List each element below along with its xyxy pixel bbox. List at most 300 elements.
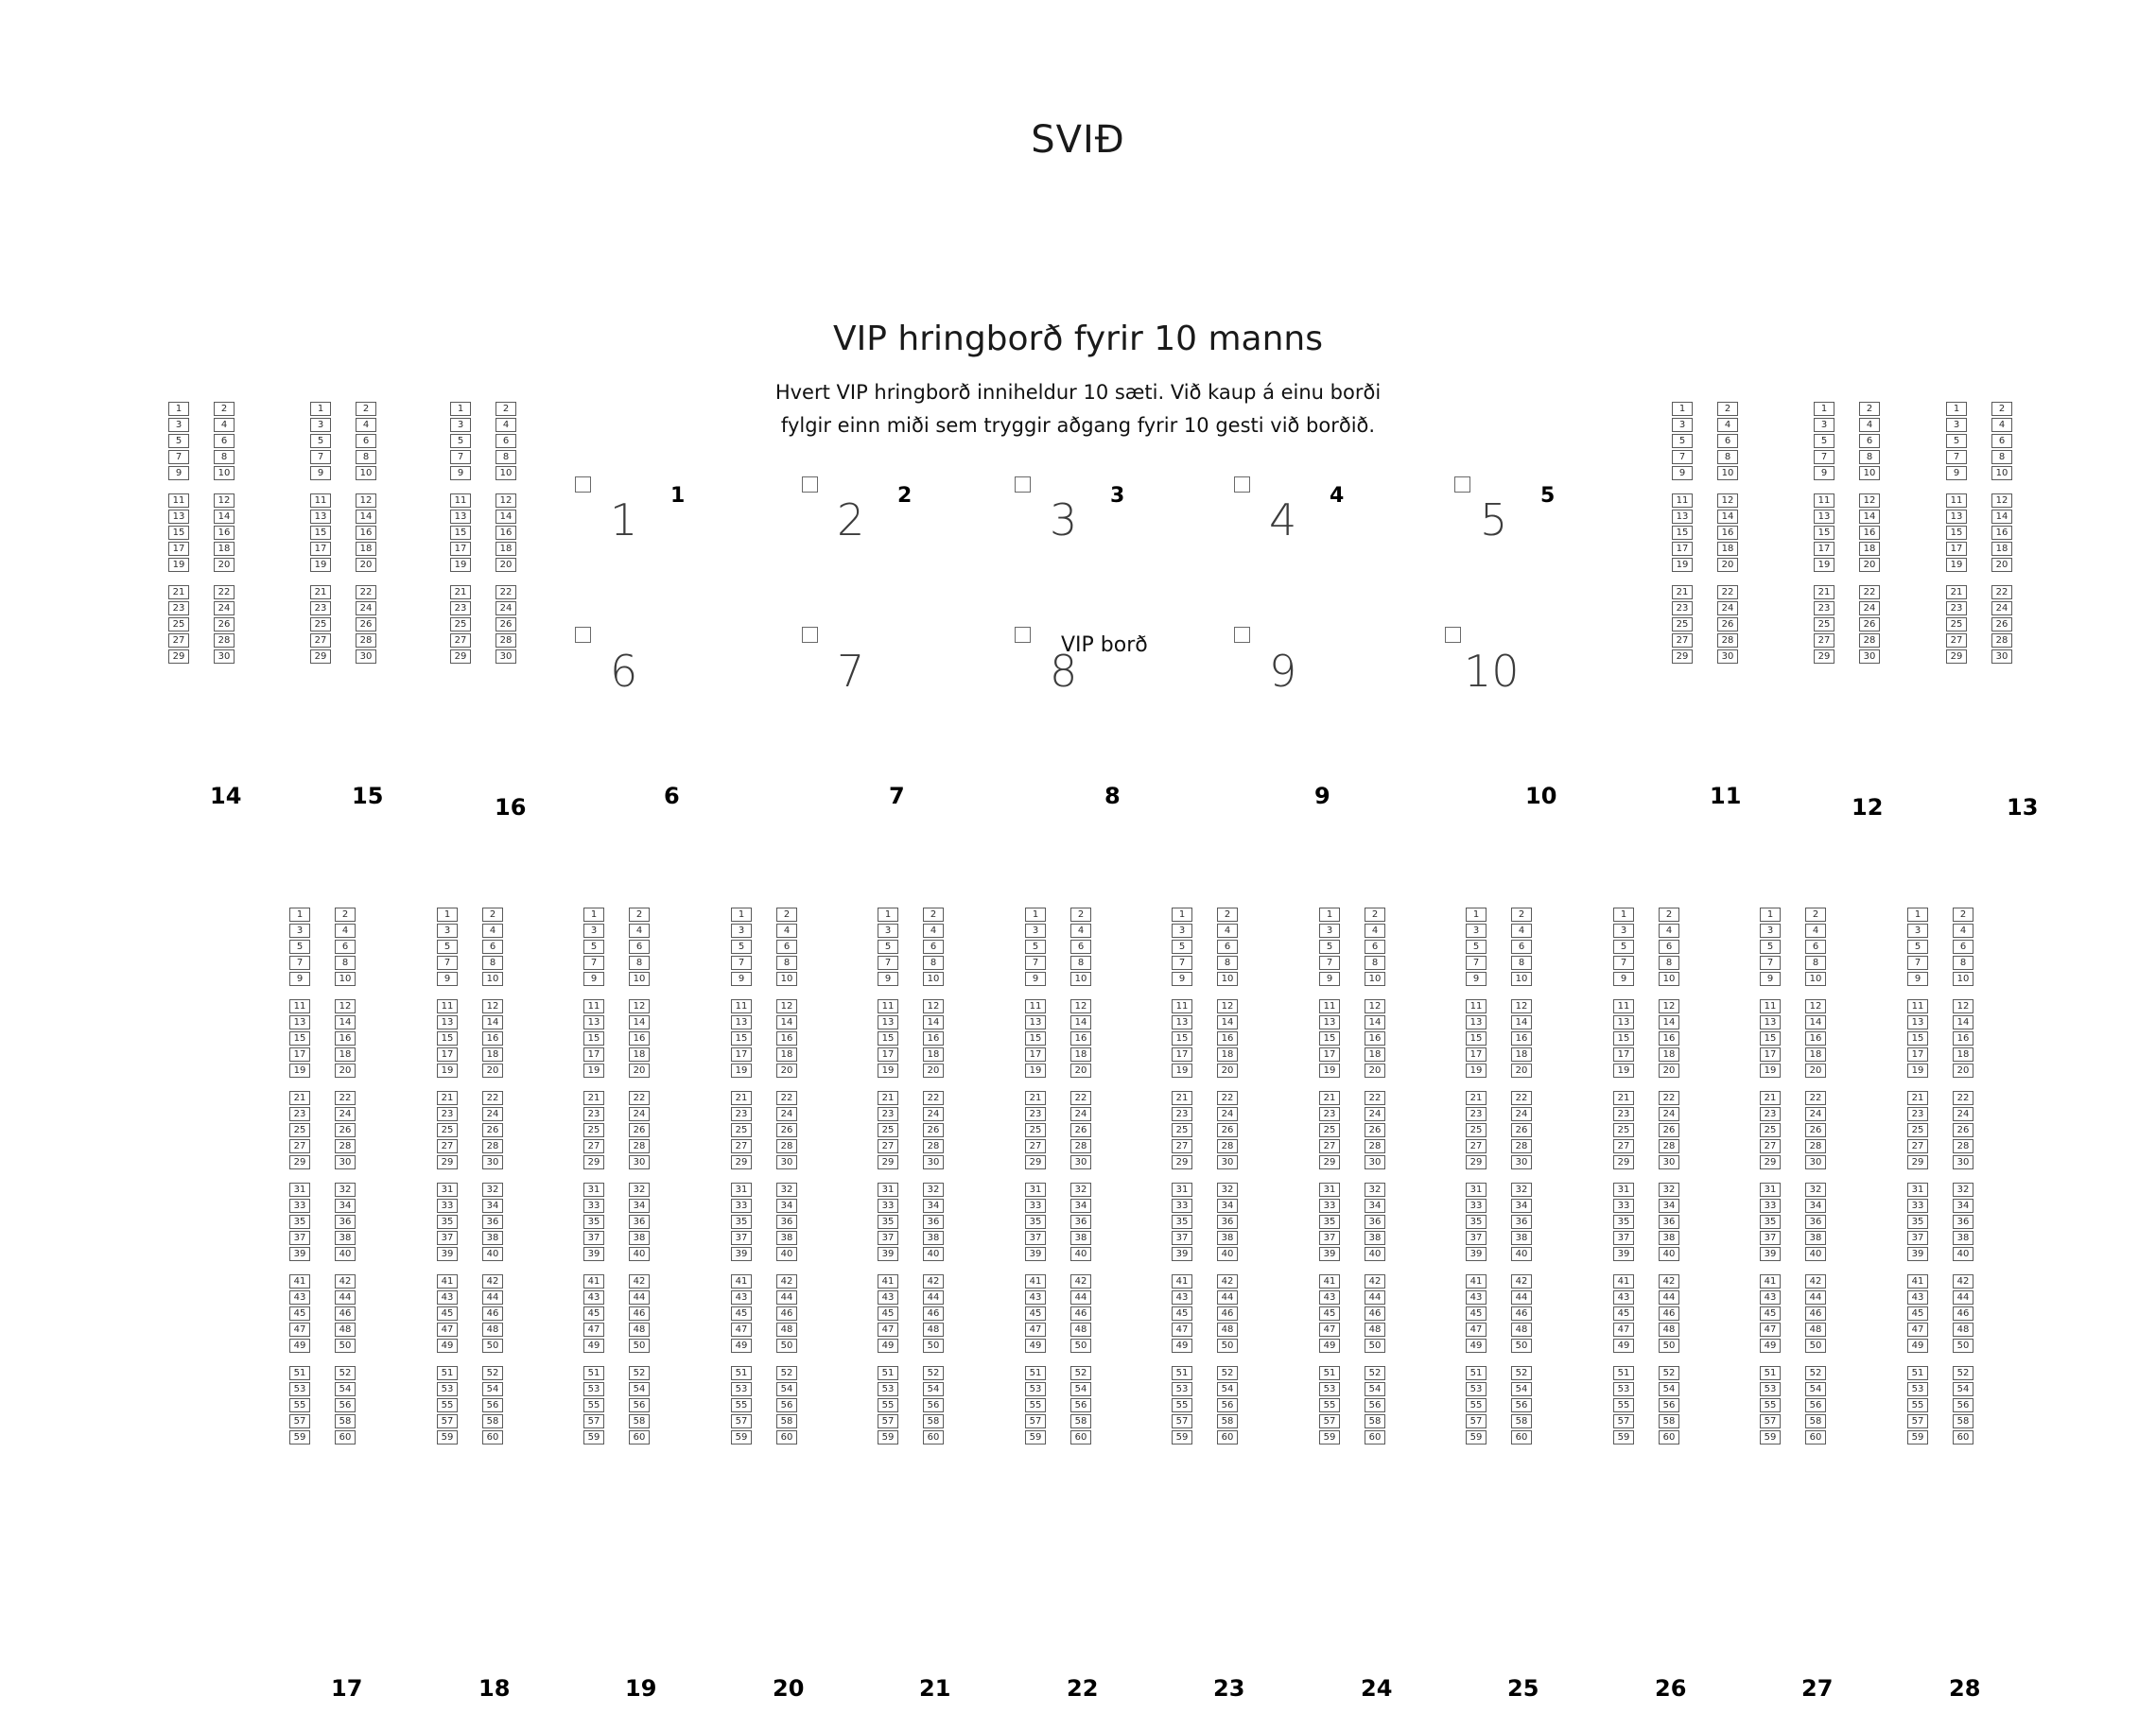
seat[interactable]: 42 bbox=[482, 1274, 503, 1289]
seat[interactable]: 9 bbox=[310, 466, 331, 480]
seat[interactable]: 14 bbox=[335, 1015, 356, 1029]
seat[interactable]: 3 bbox=[310, 418, 331, 432]
seat[interactable]: 8 bbox=[629, 956, 650, 970]
seat[interactable]: 28 bbox=[1365, 1139, 1385, 1153]
seat[interactable]: 7 bbox=[1466, 956, 1487, 970]
seat[interactable]: 59 bbox=[1025, 1430, 1046, 1445]
seat[interactable]: 28 bbox=[214, 633, 235, 648]
seat[interactable]: 60 bbox=[1805, 1430, 1826, 1445]
seat[interactable]: 5 bbox=[731, 940, 752, 954]
seat[interactable]: 38 bbox=[1659, 1231, 1679, 1245]
seat[interactable]: 15 bbox=[289, 1031, 310, 1046]
seat[interactable]: 25 bbox=[1672, 617, 1693, 631]
seat[interactable]: 14 bbox=[214, 510, 235, 524]
seat[interactable]: 26 bbox=[629, 1123, 650, 1137]
seat[interactable]: 21 bbox=[1319, 1091, 1340, 1105]
seat[interactable]: 21 bbox=[289, 1091, 310, 1105]
seat[interactable]: 19 bbox=[731, 1064, 752, 1078]
seat[interactable]: 51 bbox=[1319, 1366, 1340, 1380]
seat[interactable]: 56 bbox=[482, 1398, 503, 1412]
seat[interactable]: 44 bbox=[1217, 1290, 1238, 1305]
seat[interactable]: 19 bbox=[1319, 1064, 1340, 1078]
seat[interactable]: 41 bbox=[583, 1274, 604, 1289]
seat[interactable]: 33 bbox=[1466, 1199, 1487, 1213]
seat[interactable]: 29 bbox=[1672, 649, 1693, 664]
vip-table-marker-icon[interactable] bbox=[1234, 627, 1250, 643]
seat[interactable]: 25 bbox=[878, 1123, 898, 1137]
seat[interactable]: 34 bbox=[1365, 1199, 1385, 1213]
seat[interactable]: 43 bbox=[289, 1290, 310, 1305]
seat[interactable]: 44 bbox=[1070, 1290, 1091, 1305]
seat[interactable]: 7 bbox=[437, 956, 458, 970]
seat[interactable]: 6 bbox=[1859, 434, 1880, 448]
seat[interactable]: 34 bbox=[629, 1199, 650, 1213]
seat[interactable]: 25 bbox=[1025, 1123, 1046, 1137]
seat[interactable]: 12 bbox=[1070, 999, 1091, 1013]
seat[interactable]: 15 bbox=[1760, 1031, 1781, 1046]
seat[interactable]: 12 bbox=[1365, 999, 1385, 1013]
seat[interactable]: 24 bbox=[776, 1107, 797, 1121]
seat[interactable]: 36 bbox=[776, 1215, 797, 1229]
seat[interactable]: 4 bbox=[776, 924, 797, 938]
seat[interactable]: 5 bbox=[1814, 434, 1834, 448]
seat[interactable]: 44 bbox=[923, 1290, 944, 1305]
seat[interactable]: 13 bbox=[168, 510, 189, 524]
seat[interactable]: 8 bbox=[482, 956, 503, 970]
seat[interactable]: 15 bbox=[583, 1031, 604, 1046]
seat[interactable]: 9 bbox=[583, 972, 604, 986]
seat[interactable]: 28 bbox=[776, 1139, 797, 1153]
seat[interactable]: 24 bbox=[214, 601, 235, 615]
seat[interactable]: 5 bbox=[289, 940, 310, 954]
seat[interactable]: 23 bbox=[437, 1107, 458, 1121]
seat[interactable]: 49 bbox=[878, 1339, 898, 1353]
seat[interactable]: 6 bbox=[1805, 940, 1826, 954]
seat[interactable]: 45 bbox=[583, 1306, 604, 1321]
seat[interactable]: 45 bbox=[1172, 1306, 1192, 1321]
seat[interactable]: 45 bbox=[731, 1306, 752, 1321]
seat[interactable]: 3 bbox=[583, 924, 604, 938]
seat[interactable]: 30 bbox=[214, 649, 235, 664]
seat[interactable]: 1 bbox=[731, 908, 752, 922]
seat[interactable]: 22 bbox=[214, 585, 235, 599]
seat[interactable]: 26 bbox=[1365, 1123, 1385, 1137]
seat[interactable]: 25 bbox=[450, 617, 471, 631]
seat[interactable]: 4 bbox=[1365, 924, 1385, 938]
seat[interactable]: 19 bbox=[1025, 1064, 1046, 1078]
seat[interactable]: 19 bbox=[1613, 1064, 1634, 1078]
seat[interactable]: 43 bbox=[1172, 1290, 1192, 1305]
seat[interactable]: 43 bbox=[1760, 1290, 1781, 1305]
seat[interactable]: 17 bbox=[878, 1047, 898, 1062]
seat[interactable]: 33 bbox=[1907, 1199, 1928, 1213]
seat[interactable]: 45 bbox=[1613, 1306, 1634, 1321]
seat[interactable]: 3 bbox=[731, 924, 752, 938]
seat[interactable]: 26 bbox=[1859, 617, 1880, 631]
seat[interactable]: 43 bbox=[1025, 1290, 1046, 1305]
seat[interactable]: 34 bbox=[1070, 1199, 1091, 1213]
seat[interactable]: 36 bbox=[1511, 1215, 1532, 1229]
seat[interactable]: 2 bbox=[1805, 908, 1826, 922]
seat[interactable]: 43 bbox=[437, 1290, 458, 1305]
seat[interactable]: 11 bbox=[1172, 999, 1192, 1013]
seat[interactable]: 27 bbox=[437, 1139, 458, 1153]
seat[interactable]: 29 bbox=[1613, 1155, 1634, 1169]
seat[interactable]: 47 bbox=[1025, 1323, 1046, 1337]
seat[interactable]: 17 bbox=[731, 1047, 752, 1062]
seat[interactable]: 37 bbox=[1907, 1231, 1928, 1245]
seat[interactable]: 23 bbox=[1172, 1107, 1192, 1121]
seat[interactable]: 14 bbox=[629, 1015, 650, 1029]
seat[interactable]: 13 bbox=[1172, 1015, 1192, 1029]
seat[interactable]: 52 bbox=[482, 1366, 503, 1380]
seat[interactable]: 42 bbox=[1070, 1274, 1091, 1289]
seat[interactable]: 48 bbox=[335, 1323, 356, 1337]
seat[interactable]: 32 bbox=[482, 1183, 503, 1197]
seat[interactable]: 36 bbox=[1953, 1215, 1973, 1229]
vip-table-marker-icon[interactable] bbox=[802, 476, 818, 493]
seat[interactable]: 33 bbox=[1613, 1199, 1634, 1213]
seat[interactable]: 58 bbox=[1805, 1414, 1826, 1428]
seat[interactable]: 48 bbox=[1511, 1323, 1532, 1337]
seat[interactable]: 15 bbox=[1172, 1031, 1192, 1046]
seat[interactable]: 18 bbox=[1991, 542, 2012, 556]
seat[interactable]: 46 bbox=[1953, 1306, 1973, 1321]
seat[interactable]: 22 bbox=[1070, 1091, 1091, 1105]
seat[interactable]: 19 bbox=[1466, 1064, 1487, 1078]
seat[interactable]: 5 bbox=[1946, 434, 1967, 448]
seat[interactable]: 21 bbox=[1814, 585, 1834, 599]
seat[interactable]: 40 bbox=[1365, 1247, 1385, 1261]
seat[interactable]: 50 bbox=[335, 1339, 356, 1353]
seat[interactable]: 9 bbox=[1814, 466, 1834, 480]
seat[interactable]: 26 bbox=[1805, 1123, 1826, 1137]
seat[interactable]: 16 bbox=[335, 1031, 356, 1046]
seat[interactable]: 53 bbox=[1319, 1382, 1340, 1396]
seat[interactable]: 48 bbox=[1365, 1323, 1385, 1337]
seat[interactable]: 24 bbox=[1805, 1107, 1826, 1121]
seat[interactable]: 37 bbox=[1319, 1231, 1340, 1245]
seat[interactable]: 43 bbox=[878, 1290, 898, 1305]
seat[interactable]: 25 bbox=[168, 617, 189, 631]
seat[interactable]: 21 bbox=[878, 1091, 898, 1105]
seat[interactable]: 46 bbox=[482, 1306, 503, 1321]
seat[interactable]: 56 bbox=[1070, 1398, 1091, 1412]
seat[interactable]: 58 bbox=[776, 1414, 797, 1428]
seat[interactable]: 14 bbox=[1859, 510, 1880, 524]
seat[interactable]: 49 bbox=[1319, 1339, 1340, 1353]
seat[interactable]: 37 bbox=[1025, 1231, 1046, 1245]
seat[interactable]: 54 bbox=[629, 1382, 650, 1396]
seat[interactable]: 4 bbox=[335, 924, 356, 938]
seat[interactable]: 57 bbox=[1319, 1414, 1340, 1428]
seat[interactable]: 46 bbox=[1805, 1306, 1826, 1321]
seat[interactable]: 3 bbox=[1172, 924, 1192, 938]
seat[interactable]: 14 bbox=[1511, 1015, 1532, 1029]
seat[interactable]: 28 bbox=[1217, 1139, 1238, 1153]
seat[interactable]: 19 bbox=[1172, 1064, 1192, 1078]
seat[interactable]: 8 bbox=[496, 450, 516, 464]
seat[interactable]: 15 bbox=[1946, 526, 1967, 540]
seat[interactable]: 22 bbox=[1511, 1091, 1532, 1105]
seat[interactable]: 56 bbox=[629, 1398, 650, 1412]
seat[interactable]: 57 bbox=[1613, 1414, 1634, 1428]
seat[interactable]: 26 bbox=[1953, 1123, 1973, 1137]
seat[interactable]: 40 bbox=[923, 1247, 944, 1261]
seat[interactable]: 5 bbox=[1172, 940, 1192, 954]
vip-table-marker-icon[interactable] bbox=[575, 627, 591, 643]
seat[interactable]: 14 bbox=[1365, 1015, 1385, 1029]
seat[interactable]: 27 bbox=[1613, 1139, 1634, 1153]
seat[interactable]: 36 bbox=[335, 1215, 356, 1229]
seat[interactable]: 18 bbox=[214, 542, 235, 556]
seat[interactable]: 47 bbox=[1613, 1323, 1634, 1337]
seat[interactable]: 53 bbox=[437, 1382, 458, 1396]
seat[interactable]: 13 bbox=[437, 1015, 458, 1029]
seat[interactable]: 28 bbox=[1511, 1139, 1532, 1153]
seat[interactable]: 43 bbox=[1907, 1290, 1928, 1305]
seat[interactable]: 41 bbox=[1466, 1274, 1487, 1289]
seat[interactable]: 3 bbox=[168, 418, 189, 432]
seat[interactable]: 26 bbox=[1511, 1123, 1532, 1137]
seat[interactable]: 32 bbox=[1511, 1183, 1532, 1197]
seat[interactable]: 29 bbox=[1172, 1155, 1192, 1169]
seat[interactable]: 9 bbox=[1760, 972, 1781, 986]
seat[interactable]: 12 bbox=[1717, 493, 1738, 508]
seat[interactable]: 9 bbox=[731, 972, 752, 986]
seat[interactable]: 27 bbox=[450, 633, 471, 648]
seat[interactable]: 1 bbox=[1613, 908, 1634, 922]
seat[interactable]: 30 bbox=[923, 1155, 944, 1169]
seat[interactable]: 10 bbox=[923, 972, 944, 986]
seat[interactable]: 18 bbox=[1070, 1047, 1091, 1062]
seat[interactable]: 41 bbox=[1613, 1274, 1634, 1289]
seat[interactable]: 44 bbox=[335, 1290, 356, 1305]
seat[interactable]: 45 bbox=[1466, 1306, 1487, 1321]
seat[interactable]: 52 bbox=[1217, 1366, 1238, 1380]
seat[interactable]: 3 bbox=[1319, 924, 1340, 938]
seat[interactable]: 36 bbox=[1217, 1215, 1238, 1229]
seat[interactable]: 15 bbox=[1907, 1031, 1928, 1046]
seat[interactable]: 8 bbox=[1953, 956, 1973, 970]
seat[interactable]: 48 bbox=[1217, 1323, 1238, 1337]
seat[interactable]: 10 bbox=[1217, 972, 1238, 986]
seat[interactable]: 40 bbox=[629, 1247, 650, 1261]
seat[interactable]: 51 bbox=[289, 1366, 310, 1380]
seat[interactable]: 49 bbox=[437, 1339, 458, 1353]
vip-table-marker-icon[interactable] bbox=[802, 627, 818, 643]
seat[interactable]: 56 bbox=[1805, 1398, 1826, 1412]
seat[interactable]: 52 bbox=[1365, 1366, 1385, 1380]
seat[interactable]: 38 bbox=[1365, 1231, 1385, 1245]
seat[interactable]: 12 bbox=[923, 999, 944, 1013]
seat[interactable]: 13 bbox=[310, 510, 331, 524]
seat[interactable]: 42 bbox=[1511, 1274, 1532, 1289]
seat[interactable]: 39 bbox=[878, 1247, 898, 1261]
seat[interactable]: 16 bbox=[1717, 526, 1738, 540]
seat[interactable]: 28 bbox=[496, 633, 516, 648]
seat[interactable]: 17 bbox=[310, 542, 331, 556]
seat[interactable]: 25 bbox=[1760, 1123, 1781, 1137]
seat[interactable]: 53 bbox=[731, 1382, 752, 1396]
seat[interactable]: 21 bbox=[1025, 1091, 1046, 1105]
seat[interactable]: 11 bbox=[1760, 999, 1781, 1013]
seat[interactable]: 22 bbox=[1859, 585, 1880, 599]
seat[interactable]: 28 bbox=[923, 1139, 944, 1153]
seat[interactable]: 38 bbox=[776, 1231, 797, 1245]
seat[interactable]: 46 bbox=[629, 1306, 650, 1321]
seat[interactable]: 12 bbox=[356, 493, 376, 508]
seat[interactable]: 38 bbox=[1953, 1231, 1973, 1245]
seat[interactable]: 53 bbox=[1172, 1382, 1192, 1396]
seat[interactable]: 2 bbox=[1717, 402, 1738, 416]
seat[interactable]: 4 bbox=[1991, 418, 2012, 432]
seat[interactable]: 52 bbox=[1511, 1366, 1532, 1380]
seat[interactable]: 7 bbox=[1760, 956, 1781, 970]
seat[interactable]: 38 bbox=[1217, 1231, 1238, 1245]
seat[interactable]: 32 bbox=[776, 1183, 797, 1197]
seat[interactable]: 35 bbox=[878, 1215, 898, 1229]
seat[interactable]: 18 bbox=[482, 1047, 503, 1062]
vip-table-marker-icon[interactable] bbox=[1015, 627, 1031, 643]
seat[interactable]: 58 bbox=[482, 1414, 503, 1428]
seat[interactable]: 59 bbox=[437, 1430, 458, 1445]
seat[interactable]: 28 bbox=[1859, 633, 1880, 648]
seat[interactable]: 44 bbox=[1805, 1290, 1826, 1305]
seat[interactable]: 3 bbox=[1946, 418, 1967, 432]
seat[interactable]: 41 bbox=[1907, 1274, 1928, 1289]
seat[interactable]: 27 bbox=[1319, 1139, 1340, 1153]
seat[interactable]: 28 bbox=[1659, 1139, 1679, 1153]
seat[interactable]: 3 bbox=[878, 924, 898, 938]
seat[interactable]: 11 bbox=[1466, 999, 1487, 1013]
seat[interactable]: 56 bbox=[1953, 1398, 1973, 1412]
seat[interactable]: 14 bbox=[776, 1015, 797, 1029]
seat[interactable]: 10 bbox=[1365, 972, 1385, 986]
seat[interactable]: 8 bbox=[1805, 956, 1826, 970]
seat[interactable]: 17 bbox=[1672, 542, 1693, 556]
seat[interactable]: 24 bbox=[1070, 1107, 1091, 1121]
seat[interactable]: 5 bbox=[1466, 940, 1487, 954]
seat[interactable]: 14 bbox=[1953, 1015, 1973, 1029]
seat[interactable]: 56 bbox=[1217, 1398, 1238, 1412]
seat[interactable]: 23 bbox=[310, 601, 331, 615]
seat[interactable]: 27 bbox=[1946, 633, 1967, 648]
seat[interactable]: 41 bbox=[437, 1274, 458, 1289]
seat[interactable]: 4 bbox=[1659, 924, 1679, 938]
seat[interactable]: 57 bbox=[1025, 1414, 1046, 1428]
seat[interactable]: 23 bbox=[1613, 1107, 1634, 1121]
seat[interactable]: 52 bbox=[1659, 1366, 1679, 1380]
seat[interactable]: 47 bbox=[878, 1323, 898, 1337]
seat[interactable]: 29 bbox=[1814, 649, 1834, 664]
seat[interactable]: 2 bbox=[1859, 402, 1880, 416]
seat[interactable]: 22 bbox=[1805, 1091, 1826, 1105]
seat[interactable]: 52 bbox=[1070, 1366, 1091, 1380]
seat[interactable]: 3 bbox=[450, 418, 471, 432]
seat[interactable]: 37 bbox=[437, 1231, 458, 1245]
seat[interactable]: 10 bbox=[482, 972, 503, 986]
seat[interactable]: 59 bbox=[878, 1430, 898, 1445]
seat[interactable]: 17 bbox=[1760, 1047, 1781, 1062]
seat[interactable]: 29 bbox=[1946, 649, 1967, 664]
seat[interactable]: 12 bbox=[496, 493, 516, 508]
seat[interactable]: 22 bbox=[496, 585, 516, 599]
seat[interactable]: 8 bbox=[335, 956, 356, 970]
seat[interactable]: 21 bbox=[731, 1091, 752, 1105]
seat[interactable]: 30 bbox=[1953, 1155, 1973, 1169]
seat[interactable]: 27 bbox=[289, 1139, 310, 1153]
seat[interactable]: 16 bbox=[1217, 1031, 1238, 1046]
seat[interactable]: 40 bbox=[1070, 1247, 1091, 1261]
seat[interactable]: 3 bbox=[1025, 924, 1046, 938]
seat[interactable]: 57 bbox=[1907, 1414, 1928, 1428]
seat[interactable]: 48 bbox=[1659, 1323, 1679, 1337]
seat[interactable]: 39 bbox=[1466, 1247, 1487, 1261]
seat[interactable]: 55 bbox=[1466, 1398, 1487, 1412]
seat[interactable]: 25 bbox=[310, 617, 331, 631]
seat[interactable]: 14 bbox=[923, 1015, 944, 1029]
seat[interactable]: 4 bbox=[1953, 924, 1973, 938]
seat[interactable]: 25 bbox=[437, 1123, 458, 1137]
seat[interactable]: 18 bbox=[1365, 1047, 1385, 1062]
seat[interactable]: 20 bbox=[776, 1064, 797, 1078]
seat[interactable]: 1 bbox=[1946, 402, 1967, 416]
seat[interactable]: 59 bbox=[1466, 1430, 1487, 1445]
seat[interactable]: 21 bbox=[1613, 1091, 1634, 1105]
seat[interactable]: 42 bbox=[1805, 1274, 1826, 1289]
seat[interactable]: 55 bbox=[289, 1398, 310, 1412]
seat[interactable]: 11 bbox=[1319, 999, 1340, 1013]
seat[interactable]: 47 bbox=[1172, 1323, 1192, 1337]
seat[interactable]: 17 bbox=[289, 1047, 310, 1062]
seat[interactable]: 9 bbox=[450, 466, 471, 480]
seat[interactable]: 13 bbox=[1025, 1015, 1046, 1029]
seat[interactable]: 24 bbox=[1991, 601, 2012, 615]
seat[interactable]: 9 bbox=[1907, 972, 1928, 986]
seat[interactable]: 16 bbox=[1991, 526, 2012, 540]
seat[interactable]: 46 bbox=[1365, 1306, 1385, 1321]
seat[interactable]: 54 bbox=[1805, 1382, 1826, 1396]
seat[interactable]: 20 bbox=[1365, 1064, 1385, 1078]
seat[interactable]: 22 bbox=[356, 585, 376, 599]
seat[interactable]: 27 bbox=[1672, 633, 1693, 648]
seat[interactable]: 60 bbox=[482, 1430, 503, 1445]
seat[interactable]: 37 bbox=[1466, 1231, 1487, 1245]
seat[interactable]: 30 bbox=[1365, 1155, 1385, 1169]
seat[interactable]: 32 bbox=[1365, 1183, 1385, 1197]
seat[interactable]: 28 bbox=[1991, 633, 2012, 648]
seat[interactable]: 17 bbox=[1613, 1047, 1634, 1062]
seat[interactable]: 53 bbox=[1760, 1382, 1781, 1396]
seat[interactable]: 51 bbox=[731, 1366, 752, 1380]
seat[interactable]: 13 bbox=[731, 1015, 752, 1029]
seat[interactable]: 51 bbox=[878, 1366, 898, 1380]
seat[interactable]: 58 bbox=[923, 1414, 944, 1428]
seat[interactable]: 13 bbox=[289, 1015, 310, 1029]
seat[interactable]: 55 bbox=[1907, 1398, 1928, 1412]
seat[interactable]: 18 bbox=[1659, 1047, 1679, 1062]
seat[interactable]: 53 bbox=[1466, 1382, 1487, 1396]
seat[interactable]: 46 bbox=[1070, 1306, 1091, 1321]
seat[interactable]: 32 bbox=[1217, 1183, 1238, 1197]
seat[interactable]: 2 bbox=[356, 402, 376, 416]
seat[interactable]: 5 bbox=[1025, 940, 1046, 954]
seat[interactable]: 60 bbox=[1217, 1430, 1238, 1445]
seat[interactable]: 38 bbox=[629, 1231, 650, 1245]
seat[interactable]: 19 bbox=[1907, 1064, 1928, 1078]
seat[interactable]: 17 bbox=[1172, 1047, 1192, 1062]
